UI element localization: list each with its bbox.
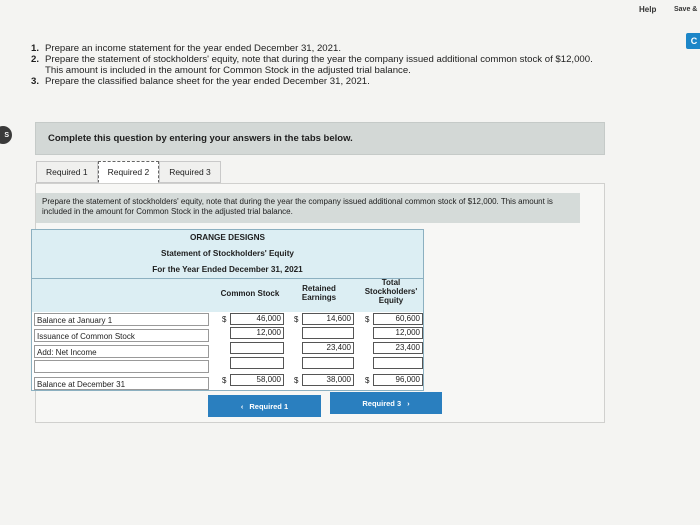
col-common-stock: Common Stock	[220, 289, 280, 298]
next-button-label: Required 3	[362, 398, 402, 408]
instruction-item: 3. Prepare the classified balance sheet for the year ended December 31, 2021.	[31, 76, 370, 87]
save-link[interactable]: Save &	[674, 6, 698, 13]
chevron-right-icon: ›	[407, 398, 410, 408]
currency-symbol: $	[365, 376, 370, 385]
chevron-left-icon: ‹	[240, 401, 244, 411]
instruction-banner: Complete this question by entering your answers in the tabs below.	[35, 122, 605, 155]
row-label-net-income[interactable]: Add: Net Income	[34, 345, 209, 358]
row-label-balance-jan[interactable]: Balance at January 1	[34, 313, 209, 326]
row-label-issuance[interactable]: Issuance of Common Stock	[34, 329, 209, 342]
equity-statement-table	[31, 229, 424, 391]
row-label-blank[interactable]	[34, 360, 209, 373]
currency-symbol: $	[294, 315, 299, 324]
retained-net-income-input[interactable]: 23,400	[302, 342, 354, 354]
tab-required-2[interactable]: Required 2	[98, 161, 160, 183]
question-nav-tab[interactable]: S	[0, 126, 12, 144]
help-link[interactable]: Help	[639, 5, 657, 14]
retained-balance-dec-input[interactable]: 38,000	[302, 374, 354, 386]
next-required-3-button[interactable]	[330, 392, 442, 414]
question-prompt: Prepare the statement of stockholders' equity, note that during the year the company issued additional common stock of $12,000. This amount is included in the amount for Common Stock in the adjusted trial balance.	[36, 193, 580, 223]
common-balance-dec-input[interactable]: 58,000	[230, 374, 284, 386]
common-blank-input[interactable]	[230, 357, 284, 369]
tab-required-3[interactable]: Required 3	[159, 161, 221, 183]
retained-issuance-input[interactable]	[302, 327, 354, 339]
currency-symbol: $	[365, 315, 370, 324]
required-tabs	[36, 161, 221, 183]
retained-blank-input[interactable]	[302, 357, 354, 369]
statement-title: Statement of Stockholders' Equity	[161, 249, 294, 258]
company-name: ORANGE DESIGNS	[189, 233, 266, 242]
tab-required-1[interactable]: Required 1	[36, 161, 98, 183]
col-total-equity: Total Stockholders' Equity	[364, 278, 418, 305]
currency-symbol: $	[222, 315, 227, 324]
common-issuance-input[interactable]: 12,000	[230, 327, 284, 339]
total-blank-input[interactable]	[373, 357, 423, 369]
common-balance-jan-input[interactable]: 46,000	[230, 313, 284, 325]
instruction-item: This amount is included in the amount for Common Stock in the adjusted trial balance.	[45, 65, 411, 76]
total-net-income-input[interactable]: 23,400	[373, 342, 423, 354]
instructions	[31, 43, 671, 87]
row-label-balance-dec[interactable]: Balance at December 31	[34, 377, 209, 390]
col-retained-earnings: Retained Earnings	[301, 284, 337, 302]
prev-required-1-button[interactable]	[208, 395, 321, 417]
currency-symbol: $	[222, 376, 227, 385]
side-panel-button[interactable]: C	[686, 33, 700, 49]
retained-balance-jan-input[interactable]: 14,600	[302, 313, 354, 325]
total-balance-dec-input[interactable]: 96,000	[373, 374, 423, 386]
common-net-income-input[interactable]	[230, 342, 284, 354]
currency-symbol: $	[294, 376, 299, 385]
total-balance-jan-input[interactable]: 60,600	[373, 313, 423, 325]
statement-period: For the Year Ended December 31, 2021	[152, 265, 303, 274]
instruction-item: 1. Prepare an income statement for the year ended December 31, 2021.	[31, 43, 341, 54]
total-issuance-input[interactable]: 12,000	[373, 327, 423, 339]
instruction-item: 2. Prepare the statement of stockholders' equity, note that during the year the company issued additional common stock of $12,000.	[31, 54, 593, 65]
prev-button-label: Required 1	[249, 401, 289, 411]
